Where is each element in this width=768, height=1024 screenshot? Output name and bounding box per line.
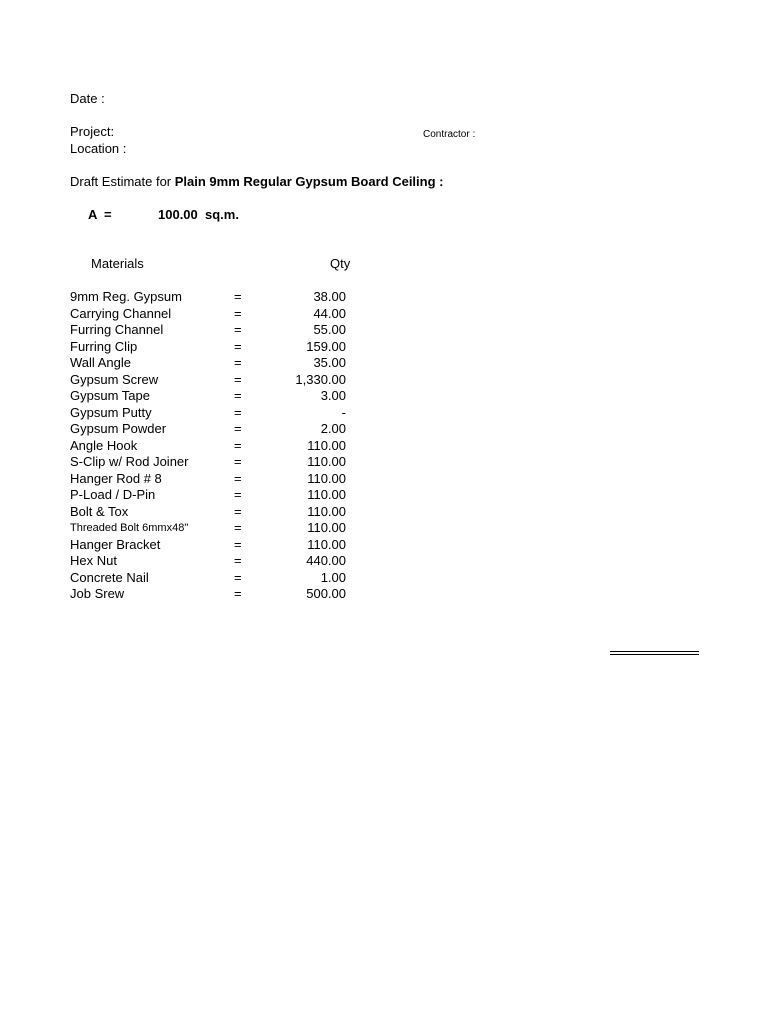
- material-name: Gypsum Powder: [70, 421, 167, 436]
- material-equals: =: [234, 586, 242, 601]
- material-equals: =: [234, 322, 242, 337]
- material-equals: =: [234, 437, 242, 453]
- material-name: Angle Hook: [70, 437, 138, 453]
- material-qty: 110.00: [307, 437, 346, 453]
- area-value: 100.00: [158, 207, 198, 222]
- material-equals: =: [234, 388, 242, 403]
- material-equals: =: [234, 404, 242, 420]
- material-qty: 3.00: [320, 388, 346, 403]
- material-equals: =: [234, 569, 242, 585]
- material-name: Gypsum Screw: [70, 371, 159, 387]
- estimate-prefix: Draft Estimate for: [70, 174, 175, 189]
- material-equals: =: [234, 421, 242, 436]
- material-name: S-Clip w/ Rod Joiner: [70, 454, 189, 469]
- total-double-underline: [610, 651, 699, 655]
- material-qty: 440.00: [306, 553, 346, 568]
- material-name: Gypsum Tape: [70, 388, 150, 403]
- material-equals: =: [234, 553, 242, 568]
- material-name: Carrying Channel: [70, 305, 172, 321]
- material-name: Hanger Rod # 8: [70, 470, 162, 486]
- material-qty: 2.00: [320, 421, 346, 436]
- material-name: Gypsum Putty: [70, 404, 152, 420]
- material-qty: 110.00: [307, 487, 346, 502]
- material-name: Hex Nut: [70, 553, 117, 568]
- material-qty: 110.00: [307, 503, 346, 519]
- material-name: Threaded Bolt 6mmx48": [70, 522, 189, 534]
- material-name: 9mm Reg. Gypsum: [70, 289, 182, 304]
- estimate-heading: [70, 174, 443, 190]
- estimate-subject: Plain 9mm Regular Gypsum Board Ceiling :: [174, 174, 444, 189]
- material-equals: =: [234, 355, 242, 370]
- area-unit: sq.m.: [205, 207, 239, 222]
- date-label: Date :: [70, 91, 105, 106]
- material-qty: 110.00: [307, 470, 346, 486]
- material-qty: 1.00: [320, 569, 346, 585]
- area-symbol: A: [88, 207, 98, 222]
- material-name: Bolt & Tox: [70, 503, 129, 519]
- material-qty: 55.00: [313, 322, 346, 337]
- material-equals: =: [234, 520, 242, 535]
- material-name: Job Srew: [70, 586, 125, 601]
- material-qty: 1,330.00: [295, 371, 346, 387]
- material-equals: =: [234, 454, 242, 469]
- material-name: Wall Angle: [70, 355, 131, 370]
- qty-column-header: Qty: [330, 256, 351, 271]
- material-qty: -: [341, 404, 346, 420]
- materials-column-header: Materials: [91, 256, 144, 271]
- area-equals: =: [104, 207, 112, 222]
- material-qty: 38.00: [313, 289, 346, 304]
- material-qty: 44.00: [313, 305, 346, 321]
- material-equals: =: [234, 536, 242, 552]
- contractor-label: Contractor :: [423, 129, 476, 140]
- location-label: Location :: [70, 141, 127, 156]
- material-equals: =: [234, 503, 242, 519]
- project-label: Project:: [70, 124, 115, 139]
- material-equals: =: [234, 487, 242, 502]
- material-qty: 110.00: [307, 454, 346, 469]
- material-qty: 110.00: [307, 536, 346, 552]
- material-qty: 110.00: [307, 520, 346, 535]
- material-name: Hanger Bracket: [70, 536, 161, 552]
- material-name: P-Load / D-Pin: [70, 487, 156, 502]
- material-qty: 159.00: [306, 338, 346, 354]
- material-qty: 500.00: [306, 586, 346, 601]
- material-name: Concrete Nail: [70, 569, 149, 585]
- material-equals: =: [234, 371, 242, 387]
- material-equals: =: [234, 338, 242, 354]
- material-qty: 35.00: [313, 355, 346, 370]
- material-name: Furring Clip: [70, 338, 138, 354]
- material-equals: =: [234, 470, 242, 486]
- material-name: Furring Channel: [70, 322, 164, 337]
- material-equals: =: [234, 289, 242, 304]
- material-equals: =: [234, 305, 242, 321]
